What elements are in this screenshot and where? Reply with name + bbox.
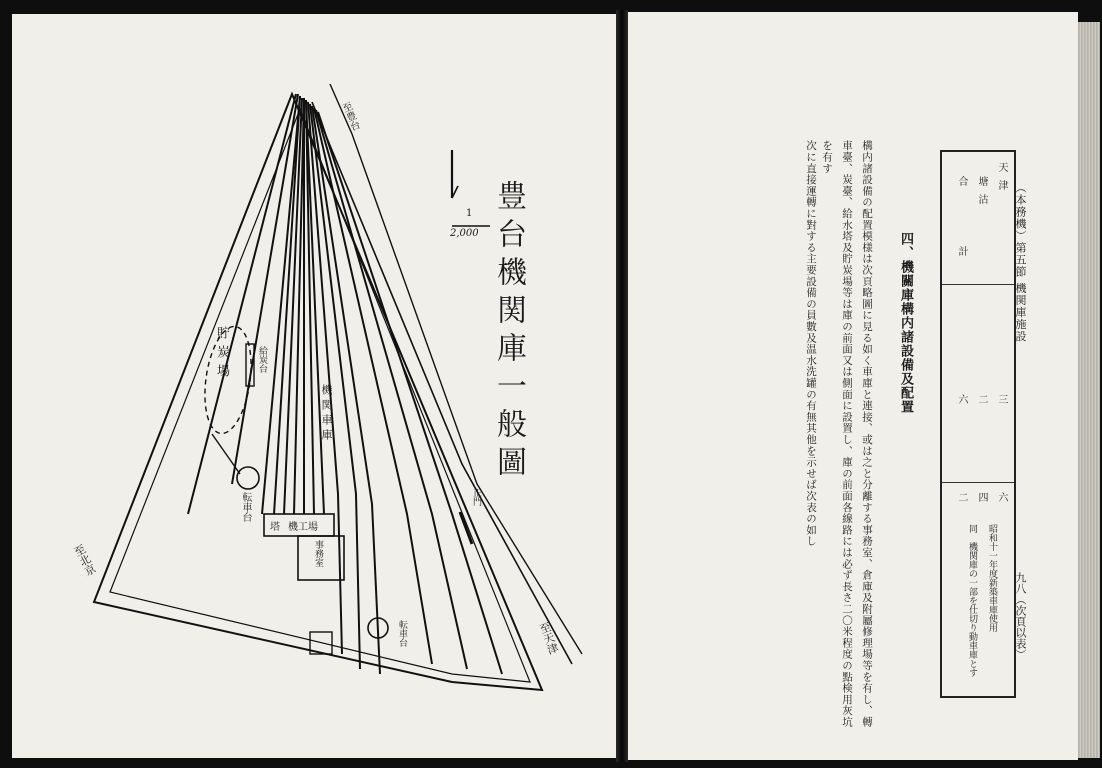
left-page [12,14,616,758]
label-to-beijing: 至北京 [70,542,98,578]
label-engine-shed: 機関車庫 [320,384,333,444]
paragraph-3: を有す [821,140,833,174]
track-1 [188,94,296,514]
label-workshop: 機工場 [288,522,318,533]
label-storage-yard: 貯炭場 [214,326,229,383]
label-main-gate: 正門 [471,488,481,506]
label-to-tianjin: 至天津 [536,620,561,657]
paragraph-2: 車臺、炭臺、給水塔及貯炭場等は庫の前面又は側面に設置し、庫の前面各線路には必ず長さ二〇米程度の點検用灰坑 [841,140,853,728]
table-note-num-1: 六 [996,492,1007,502]
table-location-3: 合計 [956,176,967,316]
running-header: （本務機）第五節 機関庫施設 [1014,182,1027,343]
book-spine [616,10,628,762]
table-count-3: 六 [956,394,967,404]
label-to-fengtai: 至豊台 [338,101,361,133]
table-note-text-2: 昭和十一年度新築車庫使用 [987,524,997,632]
main-line-north [312,102,572,664]
table-divider-2 [942,482,1014,483]
turntable-left [237,467,259,489]
table-note-num-3: 二 [956,492,967,502]
label-office: 事務室 [313,540,323,567]
section-heading: 四、機關庫構内諸設備及配置 [898,232,913,414]
right-page [628,12,1078,760]
paragraph-1: 構内諸設備の配置模様は次頁略圖に見る如く車庫と連接、或は之と分離する事務室、倉庫及附屬修理場等を有し、轉 [861,140,873,728]
page-edges [1078,22,1100,758]
label-tower: 塔 [270,522,280,533]
main-line-north-2 [330,84,582,657]
table-count-1: 三 [996,394,1007,404]
table-note-text-3: 同 機関庫の一部を仕切り動車庫とす [967,524,977,677]
label-turntable-left: 転車台 [240,492,251,522]
track-15 [318,112,502,674]
scale-denominator: 2,000 [450,228,479,239]
table-count-2: 二 [976,394,987,404]
label-turntable-right: 転車台 [397,620,407,647]
table-location-2: 塘沽 [976,176,987,212]
map-title: 豊台機関庫一般圖 [491,180,526,484]
table-location-1: 天津 [996,162,1007,198]
paragraph-4: 次に直接運轉に對する主要設備の員數及温水洗罐の有無其他を示せば次表の如し [805,140,817,547]
page-number: 九八（次頁以表） [1014,572,1027,660]
table-note-num-2: 四 [976,492,987,502]
track-14 [316,110,467,669]
label-coal-platform: 給炭台 [257,346,267,373]
facilities-table [940,150,1016,698]
table-divider-1 [942,284,1014,285]
scale-numerator: 1 [466,208,473,219]
